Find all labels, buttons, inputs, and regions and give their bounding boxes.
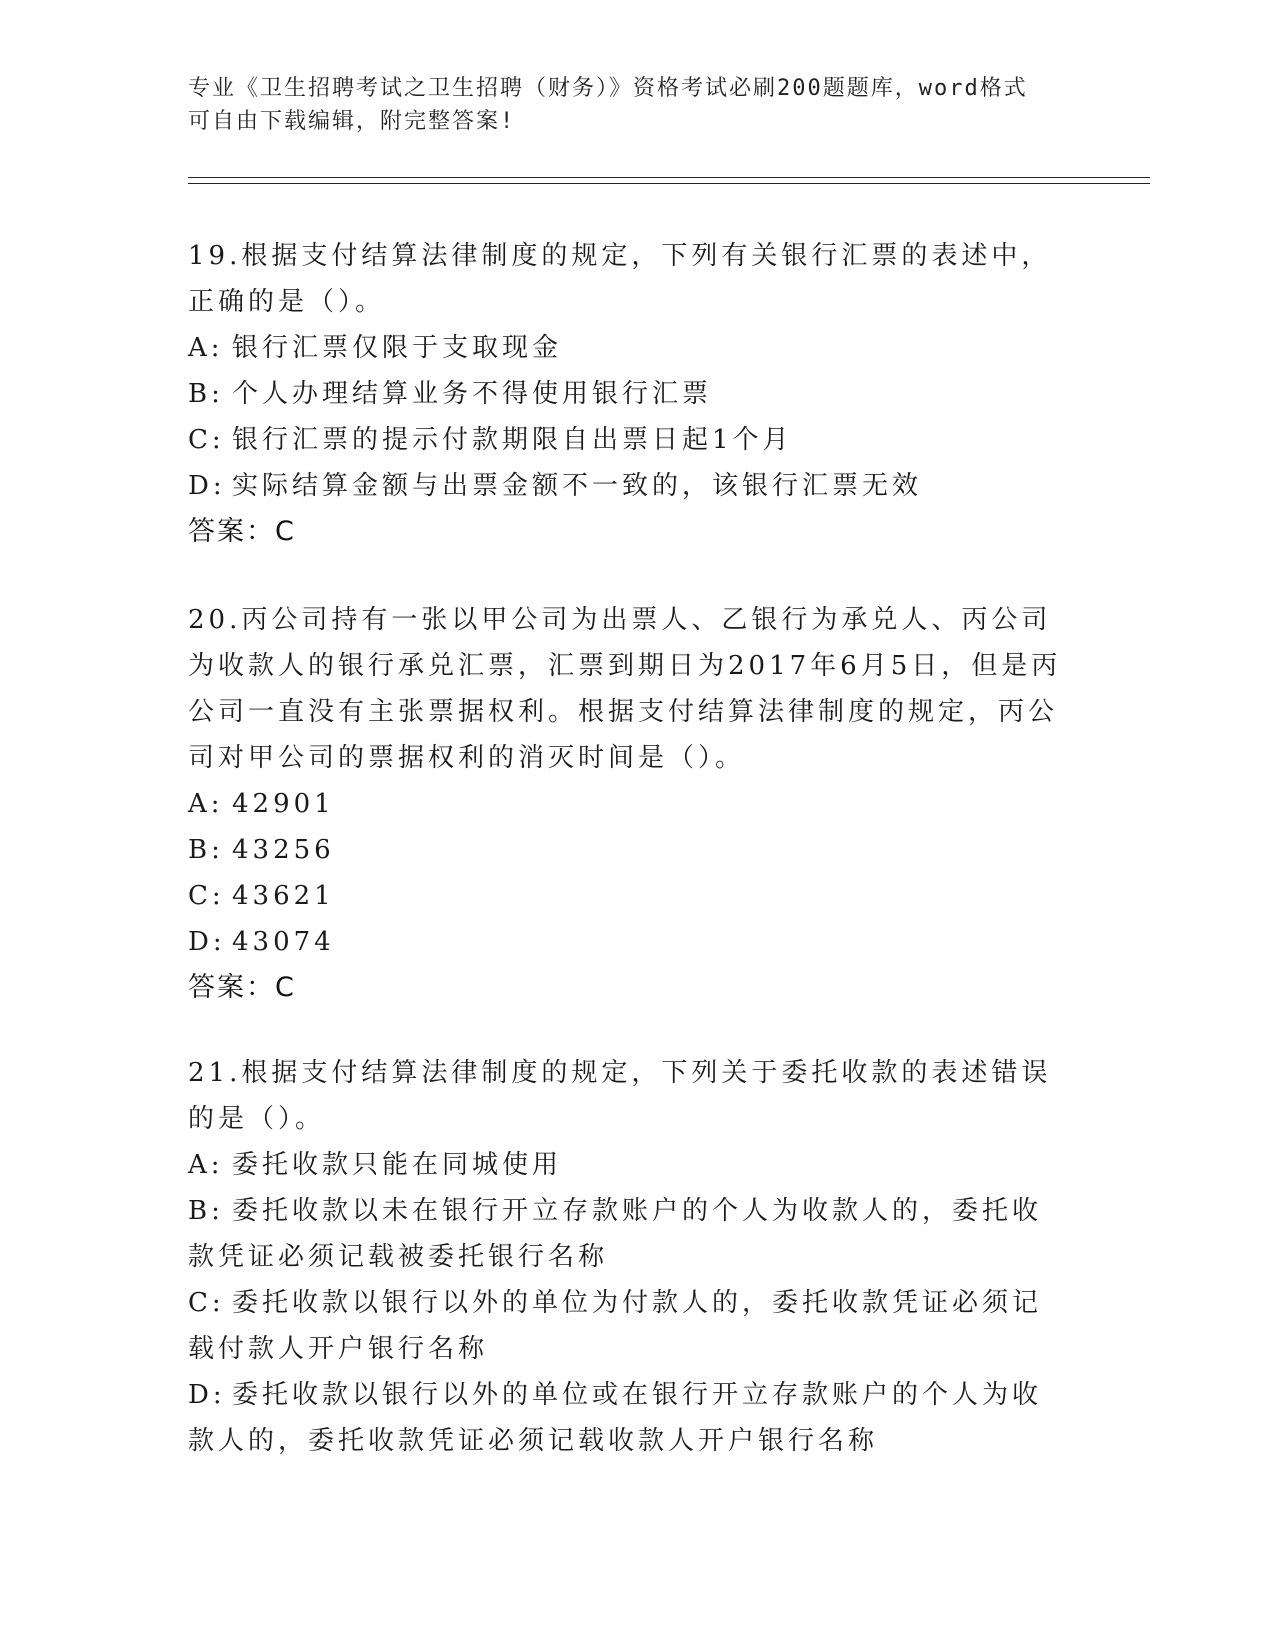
option-text: 委托收款以银行以外的单位或在银行开立存款账户的个人为收款人的，委托收款凭证必须记载收款人开户银行名称 <box>188 1380 1043 1456</box>
option-key: B: <box>188 835 224 865</box>
option-key: C: <box>188 1288 225 1318</box>
option-text: 委托收款以银行以外的单位为付款人的，委托收款凭证必须记载付款人开户银行名称 <box>188 1288 1043 1364</box>
document-header <box>188 72 1068 138</box>
option-key: D: <box>188 471 226 501</box>
question-stem: 20.丙公司持有一张以甲公司为出票人、乙银行为承兑人、丙公司为收款人的银行承兑汇票，汇票到期日为2017年6月5日，但是丙公司一直没有主张票据权利。根据支付结算法律制度的规定，丙公司对甲公司的票据权利的消灭时间是（）。 <box>188 605 1062 773</box>
option-text: 委托收款以未在银行开立存款账户的个人为收款人的，委托收款凭证必须记载被委托银行名称 <box>188 1196 1043 1272</box>
question-19 <box>188 233 1068 555</box>
option-key: D: <box>188 927 226 957</box>
header-line-1: 专业《卫生招聘考试之卫生招聘（财务）》资格考试必刷200题题库，word格式 <box>188 76 1028 101</box>
option-key: A: <box>188 1150 224 1180</box>
option-c <box>188 417 1068 463</box>
option-key: C: <box>188 425 225 455</box>
option-text: 个人办理结算业务不得使用银行汇票 <box>232 379 713 409</box>
option-d <box>188 1372 1068 1464</box>
option-text: 43074 <box>232 927 335 957</box>
option-text: 银行汇票仅限于支取现金 <box>232 333 563 363</box>
question-stem: 19.根据支付结算法律制度的规定，下列有关银行汇票的表述中，正确的是（）。 <box>188 241 1052 317</box>
option-b <box>188 1188 1068 1280</box>
answer-line: 答案：C <box>188 516 296 547</box>
option-text: 银行汇票的提示付款期限自出票日起1个月 <box>232 425 793 455</box>
option-key: A: <box>188 789 224 819</box>
option-a <box>188 1142 1068 1188</box>
option-text: 实际结算金额与出票金额不一致的，该银行汇票无效 <box>232 471 923 501</box>
option-a <box>188 781 1068 827</box>
option-key: B: <box>188 1196 224 1226</box>
header-rule-bottom <box>188 183 1150 184</box>
option-text: 委托收款只能在同城使用 <box>232 1150 563 1180</box>
option-c <box>188 1280 1068 1372</box>
option-a <box>188 325 1068 371</box>
header-rule-top <box>188 177 1150 178</box>
option-text: 43256 <box>232 835 335 865</box>
question-20 <box>188 597 1068 1011</box>
question-stem: 21.根据支付结算法律制度的规定，下列关于委托收款的表述错误的是（）。 <box>188 1058 1052 1134</box>
header-line-2: 可自由下载编辑，附完整答案! <box>188 109 516 134</box>
option-b <box>188 827 1068 873</box>
answer-line: 答案：C <box>188 972 296 1003</box>
option-text: 42901 <box>232 789 335 819</box>
option-key: A: <box>188 333 224 363</box>
option-c <box>188 873 1068 919</box>
option-text: 43621 <box>232 881 335 911</box>
option-d <box>188 463 1068 509</box>
question-21 <box>188 1050 1068 1464</box>
option-d <box>188 919 1068 965</box>
option-key: B: <box>188 379 224 409</box>
option-b <box>188 371 1068 417</box>
option-key: C: <box>188 881 225 911</box>
option-key: D: <box>188 1380 226 1410</box>
